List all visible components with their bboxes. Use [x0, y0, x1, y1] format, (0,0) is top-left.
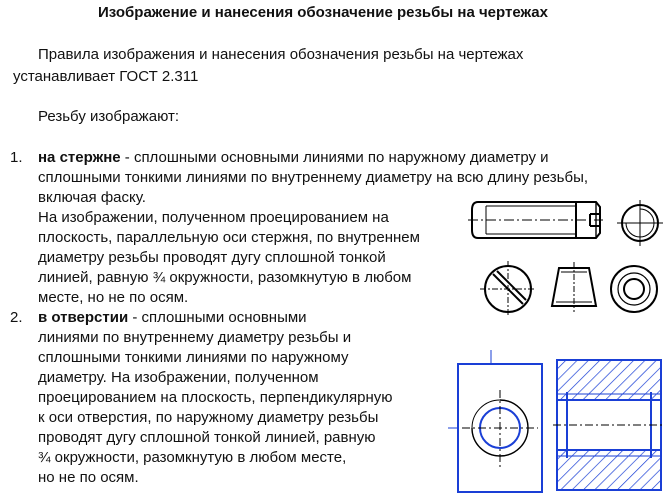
item-2-line-1: линиями по внутреннему диаметру резьбы и — [38, 329, 352, 346]
threaded-hole-end-view-drawing — [448, 350, 548, 500]
item-1-line-4: плоскость, параллельную оси стержня, по внутреннем — [38, 229, 420, 246]
item-2-number: 2. — [10, 309, 23, 326]
item-2-line-7: ¾ окружности, разомкнутую в любом месте, — [38, 449, 347, 466]
intro-line-1: Правила изображения и нанесения обозначения резьбы на чертежах — [38, 46, 524, 63]
item-1-line-1: сплошными тонкими линиями по внутреннему диаметру на всю длину резьбы, — [38, 169, 589, 186]
rod-end-view-drawing — [617, 200, 663, 246]
item-2-line-5: к оси отверстия, по наружному диаметру резьбы — [38, 409, 379, 426]
item-1-line-2: включая фаску. — [38, 189, 146, 206]
item-1-term: на стержне — [38, 149, 121, 166]
item-2-line-6: проводят дугу сплошной тонкой линией, равную — [38, 429, 376, 446]
page-title: Изображение и нанесения обозначение резьбы на чертежах — [98, 4, 548, 21]
intro-line-2: устанавливает ГОСТ 2.311 — [13, 68, 199, 85]
item-2-line-4: проецированием на плоскость, перпендикулярную — [38, 389, 393, 406]
item-1-number: 1. — [10, 149, 23, 166]
item-1-first-line — [38, 149, 549, 167]
item-1-line-7: месте, но не по осям. — [38, 289, 189, 306]
nut-end-view-drawing — [606, 261, 662, 317]
item-2-term: в отверстии — [38, 309, 129, 326]
item-2-line-3: диаметру. На изображении, полученном — [38, 369, 319, 386]
screw-side-view-drawing — [468, 196, 603, 246]
lead-text: Резьбу изображают: — [38, 108, 180, 125]
item-2-line-0: - сплошными основными — [128, 309, 307, 326]
item-1-line-5: диаметру резьбы проводят дугу сплошной тонкой — [38, 249, 386, 266]
item-2-first-line — [38, 309, 307, 327]
threaded-hole-section-drawing — [553, 350, 665, 500]
item-1-line-0: - сплошными основными линиями по наружному диаметру и — [120, 149, 549, 166]
item-2-line-2: сплошными тонкими линиями по наружному — [38, 349, 349, 366]
item-1-line-6: линией, равную ¾ окружности, разомкнутую в любом — [38, 269, 412, 286]
item-1-line-3: На изображении, полученном проецированием на — [38, 209, 389, 226]
tapered-part-drawing — [549, 262, 599, 312]
item-2-line-8: но не по осям. — [38, 469, 139, 486]
screw-head-slot-drawing — [480, 261, 536, 317]
